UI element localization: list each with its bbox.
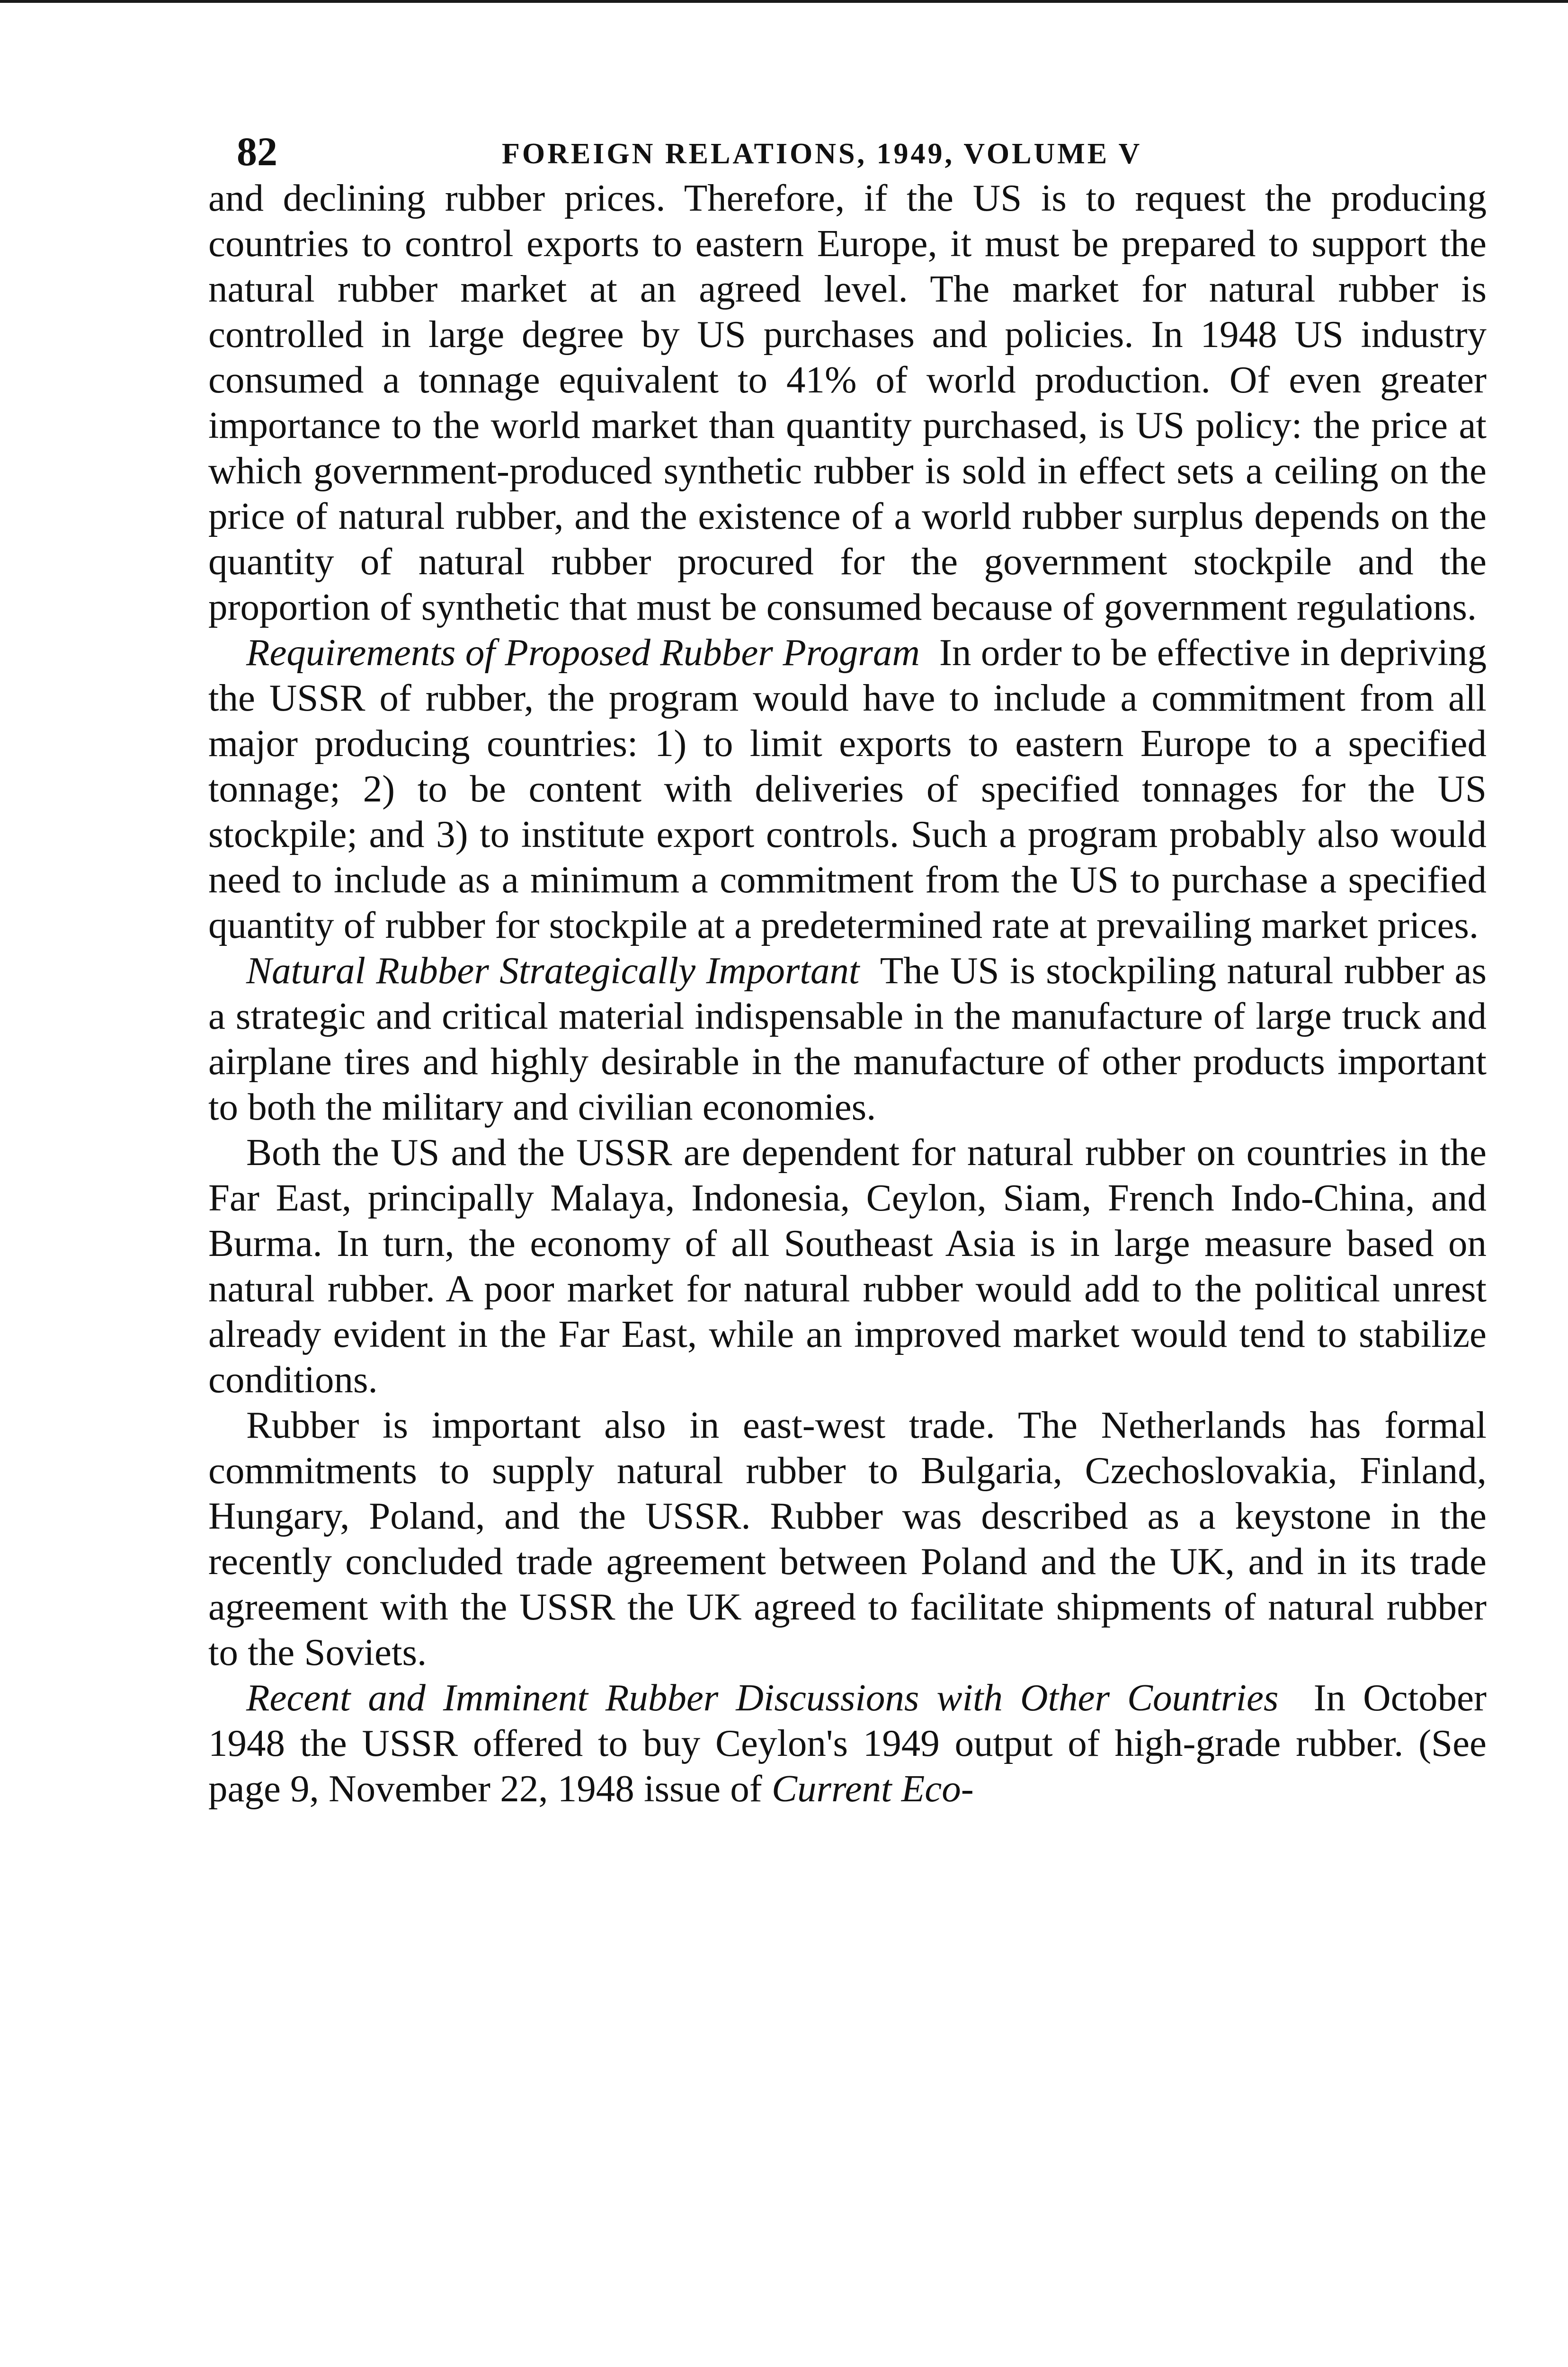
top-border-rule [0,0,1568,3]
paragraph-text: and declining rubber prices. Therefore, if the US is to request the producing countries to control exports to eastern Europe, it must be prepared to support the natural rubber market at an agreed level. The market for natural rubber is controlled in large degree by US purchases and policies. In 1948 US industry consumed a tonnage equivalent to 41% of world production. Of even greater importance to the world market than quantity purchased, is US policy: the price at which government-produced synthetic rubber is sold in effect sets a ceiling on the price of natural rubber, and the existence of a world rubber surplus depends on the quantity of natural rubber procured for the government stockpile and the proportion of synthetic that must be consumed because of government regulations. [208,177,1487,628]
paragraph-text: In October 1948 the USSR offered to buy Ceylon's 1949 output of high-grade rubber. (See page 9, November 22, 1948 issue of [208,1676,1487,1810]
side-heading: Recent and Imminent Rubber Discussions with Other Countries [246,1676,1279,1719]
paragraph-continued [208,175,1487,630]
paragraph-text: In order to be effective in depriving the USSR of rubber, the program would have to include a commitment from all major producing countries: 1) to limit exports to eastern Europe to a specified tonnage; 2) to be content with deliveries of specified tonnages for the US stockpile; and 3) to institute export controls. Such a program probably also would need to include as a minimum a commitment from the US to purchase a specified quantity of rubber for stockpile at a predetermined rate at prevailing market prices. [208,631,1487,946]
paragraph-dependence-far-east [208,1130,1487,1402]
body-text [208,175,1487,1811]
paragraph-text: Rubber is important also in east-west trade. The Netherlands has formal commitments to supply natural rubber to Bulgaria, Czechoslovakia, Finland, Hungary, Poland, and the USSR. Rubber was described as a keystone in the recently concluded trade agreement between Poland and the UK, and in its trade agreement with the USSR the UK agreed to facilitate shipments of natural rubber to the Soviets. [208,1404,1487,1673]
running-head [208,118,1487,175]
paragraph-strategic-importance [208,948,1487,1130]
document-page [208,118,1487,1811]
paragraph-east-west-trade [208,1402,1487,1675]
page-number: 82 [237,129,277,174]
running-title: FOREIGN RELATIONS, 1949, VOLUME V [502,138,1142,170]
paragraph-text: The US is stockpiling natural rubber as a strategic and critical material indispensable in the manufacture of large truck and airplane tires and highly desirable in the manufacture of other products important to both the military and civilian economies. [208,949,1487,1128]
paragraph-recent-discussions [208,1675,1487,1811]
side-heading: Requirements of Proposed Rubber Program [246,631,920,674]
italic-publication-title: Current Eco- [772,1767,974,1810]
paragraph-requirements [208,630,1487,948]
side-heading: Natural Rubber Strategically Important [246,949,860,992]
paragraph-text: Both the US and the USSR are dependent for natural rubber on countries in the Far East, principally Malaya, Indonesia, Ceylon, Siam, French Indo-China, and Burma. In turn, the economy of all Southeast Asia is in large measure based on natural rubber. A poor market for natural rubber would add to the political unrest already evident in the Far East, while an improved market would tend to stabilize conditions. [208,1131,1487,1401]
